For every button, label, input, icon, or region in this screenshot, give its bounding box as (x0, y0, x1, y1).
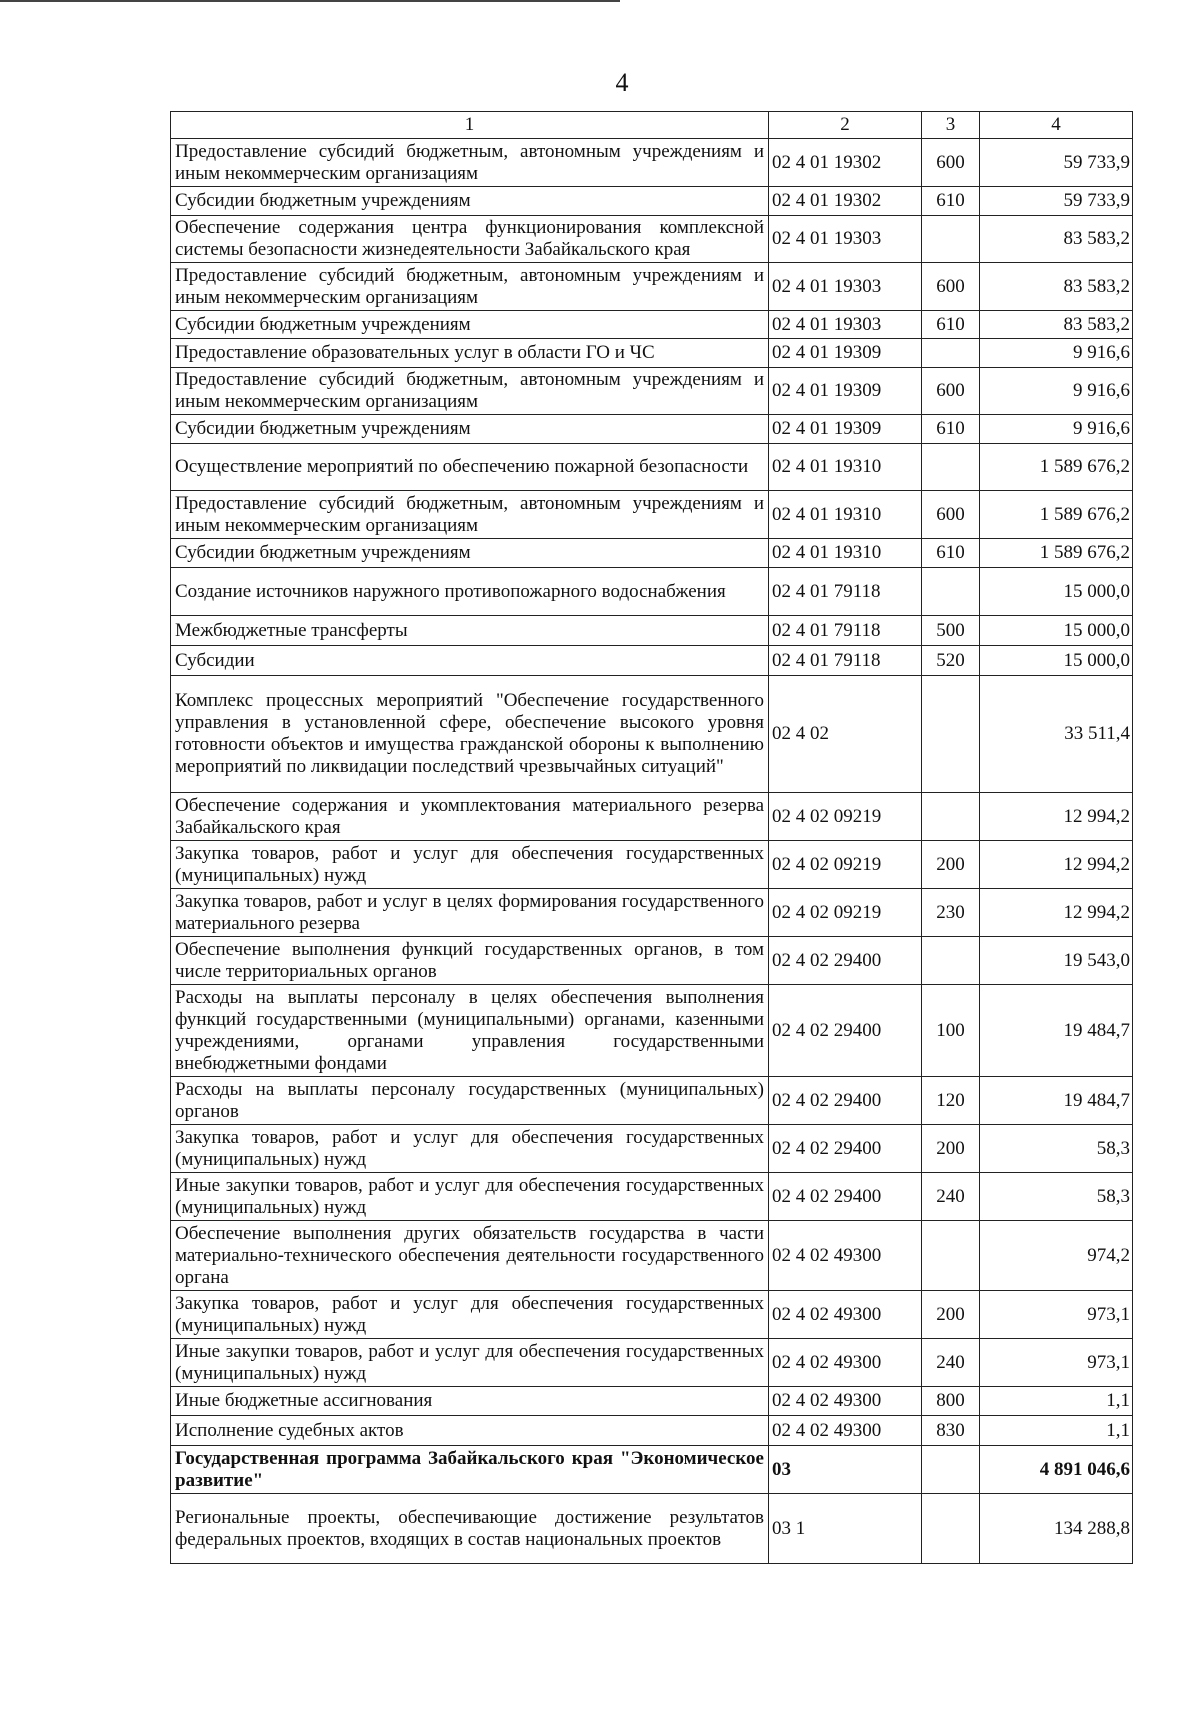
table-row (171, 676, 1133, 793)
budget-table-body (171, 112, 1133, 1564)
row-amount-cell: 12 994,2 (980, 889, 1133, 937)
table-row (171, 1339, 1133, 1387)
column-header-3: 3 (922, 112, 980, 139)
row-code-cell: 02 4 02 29400 (769, 1125, 922, 1173)
table-row (171, 646, 1133, 676)
table-row (171, 616, 1133, 646)
row-amount-cell: 9 916,6 (980, 368, 1133, 415)
row-name-cell: Предоставление образовательных услуг в области ГО и ЧС (171, 339, 769, 368)
table-row (171, 368, 1133, 415)
row-type-cell (922, 1221, 980, 1291)
row-amount-cell: 1,1 (980, 1416, 1133, 1446)
row-amount-cell: 1 589 676,2 (980, 539, 1133, 568)
row-type-cell: 600 (922, 491, 980, 539)
row-code-cell: 02 4 02 29400 (769, 937, 922, 985)
row-amount-cell: 59 733,9 (980, 187, 1133, 216)
row-name-cell: Обеспечение содержания центра функционирования комплексной системы безопасности жизнедеятельности Забайкальского края (171, 216, 769, 263)
row-type-cell: 610 (922, 187, 980, 216)
table-row (171, 1446, 1133, 1494)
row-amount-cell: 974,2 (980, 1221, 1133, 1291)
table-row (171, 1221, 1133, 1291)
row-type-cell (922, 1494, 980, 1564)
table-row (171, 1077, 1133, 1125)
row-name-cell: Закупка товаров, работ и услуг для обеспечения государственных (муниципальных) нужд (171, 1125, 769, 1173)
row-type-cell: 600 (922, 263, 980, 311)
row-type-cell: 600 (922, 139, 980, 187)
row-name-cell: Иные бюджетные ассигнования (171, 1387, 769, 1416)
row-amount-cell: 33 511,4 (980, 676, 1133, 793)
row-name-cell: Предоставление субсидий бюджетным, автономным учреждениям и иным некоммерческим организациям (171, 491, 769, 539)
row-name-cell: Субсидии (171, 646, 769, 676)
row-type-cell: 830 (922, 1416, 980, 1446)
row-type-cell: 240 (922, 1173, 980, 1221)
row-name-cell: Комплекс процессных мероприятий "Обеспечение государственного управления в установленной сфере, обеспечение высокого уровня готовности объектов и имущества гражданской обороны к выполнению мероприятий по ликвидации последствий чрезвычайных ситуаций" (171, 676, 769, 793)
row-type-cell (922, 568, 980, 616)
row-code-cell: 02 4 01 79118 (769, 568, 922, 616)
table-header-row (171, 112, 1133, 139)
row-amount-cell: 15 000,0 (980, 646, 1133, 676)
row-amount-cell: 59 733,9 (980, 139, 1133, 187)
row-code-cell: 02 4 01 19302 (769, 187, 922, 216)
row-name-cell: Осуществление мероприятий по обеспечению пожарной безопасности (171, 444, 769, 491)
row-code-cell: 02 4 02 49300 (769, 1387, 922, 1416)
row-code-cell: 02 4 01 19310 (769, 539, 922, 568)
row-type-cell (922, 339, 980, 368)
row-name-cell: Закупка товаров, работ и услуг в целях формирования государственного материального резерва (171, 889, 769, 937)
row-amount-cell: 58,3 (980, 1125, 1133, 1173)
row-name-cell: Субсидии бюджетным учреждениям (171, 539, 769, 568)
table-row (171, 187, 1133, 216)
row-type-cell (922, 793, 980, 841)
row-amount-cell: 19 484,7 (980, 1077, 1133, 1125)
row-code-cell: 03 1 (769, 1494, 922, 1564)
row-type-cell (922, 444, 980, 491)
row-code-cell: 02 4 01 79118 (769, 646, 922, 676)
table-row (171, 1125, 1133, 1173)
budget-table (170, 111, 1133, 1564)
row-code-cell: 02 4 02 49300 (769, 1291, 922, 1339)
row-type-cell (922, 216, 980, 263)
row-code-cell: 02 4 02 29400 (769, 1077, 922, 1125)
row-amount-cell: 4 891 046,6 (980, 1446, 1133, 1494)
row-name-cell: Исполнение судебных актов (171, 1416, 769, 1446)
row-name-cell: Обеспечение выполнения функций государственных органов, в том числе территориальных органов (171, 937, 769, 985)
row-code-cell: 02 4 01 19303 (769, 311, 922, 339)
row-amount-cell: 12 994,2 (980, 793, 1133, 841)
row-amount-cell: 9 916,6 (980, 415, 1133, 444)
row-type-cell: 230 (922, 889, 980, 937)
table-row (171, 311, 1133, 339)
row-amount-cell: 1 589 676,2 (980, 491, 1133, 539)
row-code-cell: 02 4 01 19303 (769, 263, 922, 311)
table-row (171, 1291, 1133, 1339)
row-name-cell: Государственная программа Забайкальского края "Экономическое развитие" (171, 1446, 769, 1494)
table-row (171, 263, 1133, 311)
table-row (171, 139, 1133, 187)
table-row (171, 985, 1133, 1077)
row-type-cell: 200 (922, 1125, 980, 1173)
row-type-cell (922, 937, 980, 985)
row-name-cell: Создание источников наружного противопожарного водоснабжения (171, 568, 769, 616)
page-number: 4 (615, 68, 629, 97)
row-type-cell (922, 1446, 980, 1494)
table-row (171, 1416, 1133, 1446)
row-code-cell: 02 4 02 (769, 676, 922, 793)
row-code-cell: 02 4 02 49300 (769, 1221, 922, 1291)
row-amount-cell: 12 994,2 (980, 841, 1133, 889)
row-type-cell: 520 (922, 646, 980, 676)
row-name-cell: Иные закупки товаров, работ и услуг для обеспечения государственных (муниципальных) нужд (171, 1173, 769, 1221)
row-name-cell: Предоставление субсидий бюджетным, автономным учреждениям и иным некоммерческим организациям (171, 368, 769, 415)
row-name-cell: Обеспечение выполнения других обязательств государства в части материально-технического обеспечения деятельности государственного органа (171, 1221, 769, 1291)
table-row (171, 937, 1133, 985)
row-type-cell: 600 (922, 368, 980, 415)
row-code-cell: 02 4 01 19310 (769, 444, 922, 491)
row-amount-cell: 83 583,2 (980, 263, 1133, 311)
top-edge-line (0, 0, 620, 2)
table-row (171, 889, 1133, 937)
column-header-4: 4 (980, 112, 1133, 139)
row-amount-cell: 1 589 676,2 (980, 444, 1133, 491)
row-name-cell: Обеспечение содержания и укомплектования материального резерва Забайкальского края (171, 793, 769, 841)
row-code-cell: 02 4 02 09219 (769, 841, 922, 889)
row-code-cell: 02 4 02 29400 (769, 985, 922, 1077)
table-row (171, 339, 1133, 368)
row-amount-cell: 15 000,0 (980, 616, 1133, 646)
row-name-cell: Региональные проекты, обеспечивающие достижение результатов федеральных проектов, входящих в состав национальных проектов (171, 1494, 769, 1564)
row-name-cell: Субсидии бюджетным учреждениям (171, 415, 769, 444)
row-type-cell (922, 676, 980, 793)
row-name-cell: Предоставление субсидий бюджетным, автономным учреждениям и иным некоммерческим организациям (171, 139, 769, 187)
row-type-cell: 500 (922, 616, 980, 646)
row-amount-cell: 58,3 (980, 1173, 1133, 1221)
table-row (171, 568, 1133, 616)
table-row (171, 216, 1133, 263)
table-row (171, 793, 1133, 841)
row-amount-cell: 15 000,0 (980, 568, 1133, 616)
row-amount-cell: 973,1 (980, 1339, 1133, 1387)
row-name-cell: Межбюджетные трансферты (171, 616, 769, 646)
row-code-cell: 02 4 01 19309 (769, 415, 922, 444)
row-type-cell: 610 (922, 415, 980, 444)
row-code-cell: 03 (769, 1446, 922, 1494)
row-code-cell: 02 4 02 49300 (769, 1339, 922, 1387)
row-amount-cell: 83 583,2 (980, 216, 1133, 263)
row-type-cell: 610 (922, 311, 980, 339)
row-code-cell: 02 4 02 29400 (769, 1173, 922, 1221)
row-name-cell: Закупка товаров, работ и услуг для обеспечения государственных (муниципальных) нужд (171, 841, 769, 889)
row-type-cell: 100 (922, 985, 980, 1077)
row-name-cell: Расходы на выплаты персоналу государственных (муниципальных) органов (171, 1077, 769, 1125)
table-row (171, 1387, 1133, 1416)
row-code-cell: 02 4 02 09219 (769, 889, 922, 937)
table-row (171, 539, 1133, 568)
row-type-cell: 200 (922, 1291, 980, 1339)
row-code-cell: 02 4 01 19309 (769, 339, 922, 368)
row-type-cell: 240 (922, 1339, 980, 1387)
row-name-cell: Иные закупки товаров, работ и услуг для обеспечения государственных (муниципальных) нужд (171, 1339, 769, 1387)
table-row (171, 1173, 1133, 1221)
row-code-cell: 02 4 02 09219 (769, 793, 922, 841)
row-code-cell: 02 4 01 19310 (769, 491, 922, 539)
row-amount-cell: 83 583,2 (980, 311, 1133, 339)
row-code-cell: 02 4 02 49300 (769, 1416, 922, 1446)
row-name-cell: Закупка товаров, работ и услуг для обеспечения государственных (муниципальных) нужд (171, 1291, 769, 1339)
row-amount-cell: 9 916,6 (980, 339, 1133, 368)
table-row (171, 415, 1133, 444)
row-amount-cell: 1,1 (980, 1387, 1133, 1416)
column-header-1: 1 (171, 112, 769, 139)
row-name-cell: Расходы на выплаты персоналу в целях обеспечения выполнения функций государственными (муниципальными) органами, казенными учреждениями, органами управления государственными внебюджетными фондами (171, 985, 769, 1077)
row-code-cell: 02 4 01 79118 (769, 616, 922, 646)
row-amount-cell: 134 288,8 (980, 1494, 1133, 1564)
row-name-cell: Субсидии бюджетным учреждениям (171, 311, 769, 339)
table-row (171, 491, 1133, 539)
row-code-cell: 02 4 01 19302 (769, 139, 922, 187)
row-type-cell: 800 (922, 1387, 980, 1416)
row-code-cell: 02 4 01 19303 (769, 216, 922, 263)
table-row (171, 1494, 1133, 1564)
table-row (171, 841, 1133, 889)
row-code-cell: 02 4 01 19309 (769, 368, 922, 415)
row-name-cell: Предоставление субсидий бюджетным, автономным учреждениям и иным некоммерческим организациям (171, 263, 769, 311)
row-name-cell: Субсидии бюджетным учреждениям (171, 187, 769, 216)
row-type-cell: 120 (922, 1077, 980, 1125)
row-amount-cell: 973,1 (980, 1291, 1133, 1339)
row-type-cell: 610 (922, 539, 980, 568)
row-amount-cell: 19 543,0 (980, 937, 1133, 985)
row-type-cell: 200 (922, 841, 980, 889)
column-header-2: 2 (769, 112, 922, 139)
row-amount-cell: 19 484,7 (980, 985, 1133, 1077)
table-row (171, 444, 1133, 491)
